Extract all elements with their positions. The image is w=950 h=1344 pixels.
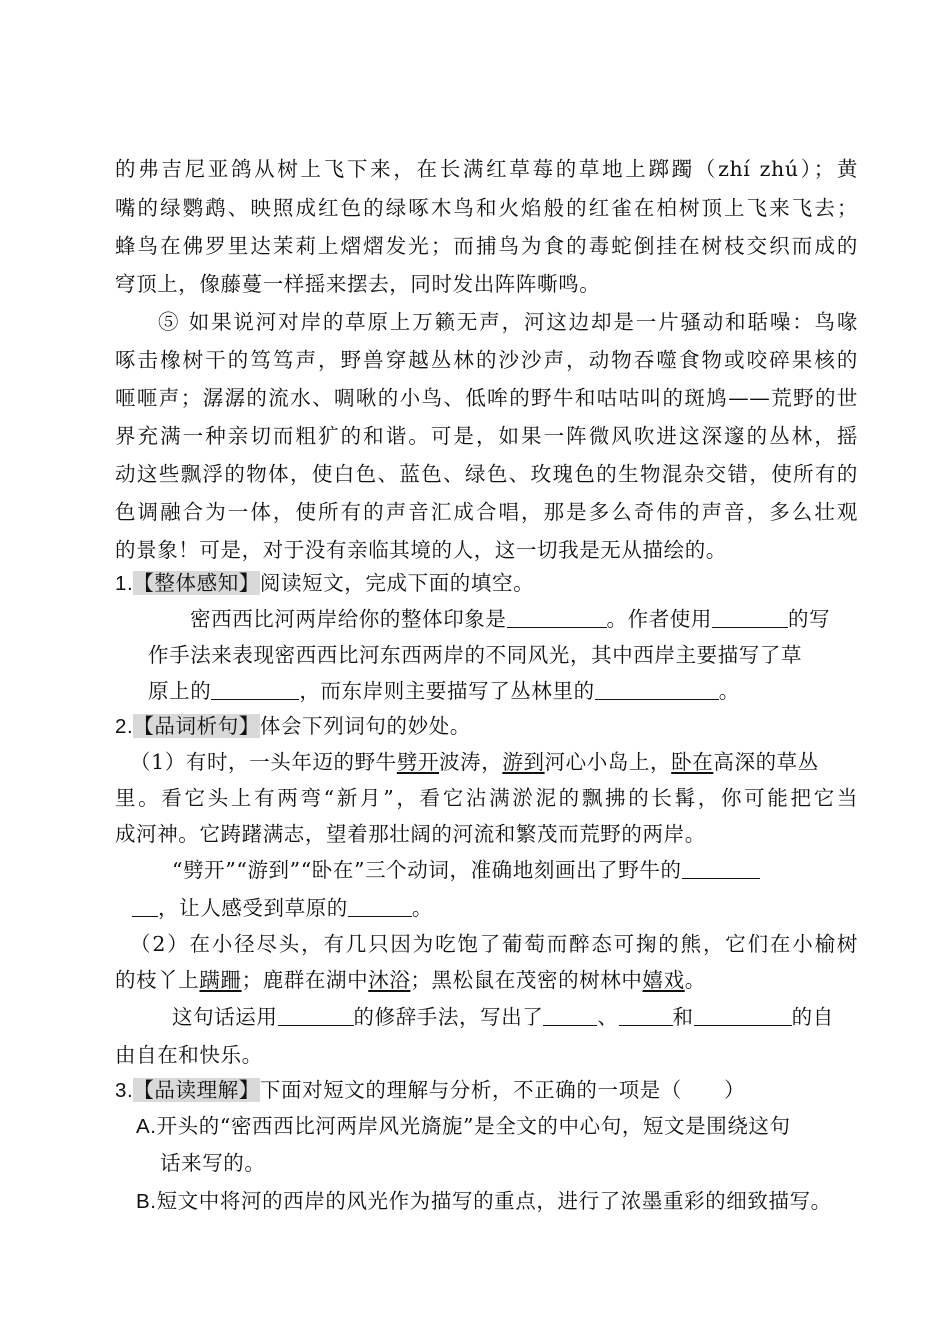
passage-line: 色调融合为一体，使所有的声音汇成合唱，那是多么奇伟的声音，多么壮观 <box>115 500 858 524</box>
answer-blank[interactable] <box>132 898 158 917</box>
question-2-1-line-2 <box>132 891 433 921</box>
answer-blank[interactable] <box>595 681 719 700</box>
passage-line: 的景象！可是，对于没有亲临其境的人，这一切我是无从描绘的。 <box>115 538 727 562</box>
passage-line: 啄击橡树干的笃笃声，野兽穿越丛林的沙沙声，动物吞噬食物或咬碎果核的 <box>115 348 858 372</box>
question-3-heading <box>115 1073 745 1103</box>
question-number: 2. <box>115 715 134 738</box>
underlined-word: 蹒跚 <box>199 968 242 992</box>
question-tag: 【品词析句】 <box>133 714 260 738</box>
text: 的自 <box>791 1005 834 1029</box>
question-2-2-line-2: 由自在和快乐。 <box>115 1043 263 1067</box>
question-1-heading <box>115 566 534 596</box>
passage-line: 嘴的绿鹦鹉、映照成红色的绿啄木鸟和火焰般的红雀在柏树顶上飞来飞去； <box>115 196 858 220</box>
answer-blank[interactable] <box>543 1007 597 1026</box>
text: 。 <box>411 896 434 920</box>
passage-line: ⑤ 如果说河对岸的草原上万籁无声，河这边却是一片骚动和聒噪：鸟喙 <box>158 310 858 334</box>
question-number: 3. <box>115 1079 134 1102</box>
passage-line: 的弗吉尼亚鸽从树上飞下来，在长满红草莓的草地上踯躅（zhí zhú）；黄 <box>115 157 858 181</box>
question-number: 1. <box>115 572 134 595</box>
sentence-1-line-2: 里。看它头上有两弯“新月”，看它沾满淤泥的飘拂的长髯，你可能把它当 <box>115 786 858 810</box>
text: 河心小岛上， <box>544 750 672 774</box>
text: 这句话运用 <box>172 1005 278 1029</box>
answer-blank[interactable] <box>211 681 299 700</box>
text: “劈开”“游到”“卧在”三个动词，准确地刻画出了野牛的 <box>172 858 682 882</box>
text: 原上的 <box>148 679 212 703</box>
text: ，让人感受到草原的 <box>158 896 348 920</box>
underlined-word: 劈开 <box>396 750 440 774</box>
text: ；鹿群在湖中 <box>241 968 369 992</box>
question-tag: 【整体感知】 <box>133 571 260 595</box>
answer-blank[interactable] <box>507 609 607 628</box>
answer-blank[interactable] <box>278 1007 354 1026</box>
passage-line: 蜂鸟在佛罗里达茉莉上熠熠发光；而捕鸟为食的毒蛇倒挂在树枝交织而成的 <box>115 234 858 258</box>
text: 密西西比河两岸给你的整体印象是 <box>190 607 507 631</box>
option-label: B. <box>136 1190 157 1213</box>
question-tag: 【品读理解】 <box>133 1078 260 1102</box>
answer-blank[interactable] <box>682 860 760 879</box>
answer-blank[interactable] <box>694 1007 792 1026</box>
answer-blank[interactable] <box>348 898 412 917</box>
text: 。 <box>684 968 706 992</box>
text: 波涛， <box>439 750 503 774</box>
passage-line: 穹顶上，像藤蔓一样摇来摆去，同时发出阵阵嘶鸣。 <box>115 272 601 296</box>
underlined-word: 游到 <box>502 750 545 774</box>
text: 。作者使用 <box>606 607 712 631</box>
sentence-2-line-2 <box>115 963 706 993</box>
text: 的枝丫上 <box>115 968 200 992</box>
text: 高深的草丛 <box>713 750 819 774</box>
text: 和 <box>672 1005 694 1029</box>
text: 、 <box>597 1005 619 1029</box>
text: （1）有时，一头年迈的野牛 <box>130 750 397 774</box>
text: 的修辞手法，写出了 <box>353 1005 544 1029</box>
answer-blank[interactable] <box>712 609 788 628</box>
passage-line: 界充满一种亲切而粗犷的和谐。可是，如果一阵微风吹进这深邃的丛林，摇 <box>115 424 858 448</box>
option-label: A. <box>136 1115 157 1138</box>
answer-blank[interactable] <box>619 1007 673 1026</box>
underlined-word: 卧在 <box>671 750 714 774</box>
text: 的写 <box>788 607 831 631</box>
question-1-line-1 <box>190 602 830 632</box>
sentence-1-line-1 <box>130 745 819 775</box>
question-1-line-3 <box>148 674 740 704</box>
option-a-continued: 话来写的。 <box>160 1151 266 1175</box>
question-prompt: 下面对短文的理解与分析，不正确的一项是（ ） <box>259 1078 746 1102</box>
text: ，而东岸则主要描写了丛林里的 <box>299 679 595 703</box>
text: ；黑松鼠在茂密的树林中 <box>410 968 643 992</box>
underlined-word: 嬉戏 <box>642 968 685 992</box>
question-prompt: 阅读短文，完成下面的填空。 <box>259 571 535 595</box>
option-a[interactable] <box>136 1109 791 1139</box>
underlined-word: 沐浴 <box>368 968 411 992</box>
passage-line: 咂咂声；潺潺的流水、啁啾的小鸟、低哞的野牛和咕咕叫的斑鸠——荒野的世 <box>115 386 858 410</box>
sentence-2-line-1: （2）在小径尽头，有几只因为吃饱了葡萄而醉态可掬的熊，它们在小榆树 <box>130 932 858 956</box>
question-2-heading <box>115 709 471 739</box>
sentence-1-line-3: 成河神。它踌躇满志，望着那壮阔的河流和繁茂而荒野的两岸。 <box>115 822 706 846</box>
question-2-1-line-1 <box>172 853 760 883</box>
question-2-2-line-1 <box>172 1000 834 1030</box>
option-text: 短文中将河的西岸的风光作为描写的重点，进行了浓墨重彩的细致描写。 <box>156 1189 832 1213</box>
option-b[interactable] <box>136 1184 832 1214</box>
question-1-line-2: 作手法来表现密西西比河东西两岸的不同风光，其中西岸主要描写了草 <box>148 643 803 667</box>
question-prompt: 体会下列词句的妙处。 <box>259 714 471 738</box>
passage-line: 动这些飘浮的物体，使白色、蓝色、绿色、玫瑰色的生物混杂交错，使所有的 <box>115 462 858 486</box>
option-text: 开头的“密西西比河两岸风光旖旎”是全文的中心句，短文是围绕这句 <box>156 1114 791 1138</box>
text: 。 <box>718 679 740 703</box>
